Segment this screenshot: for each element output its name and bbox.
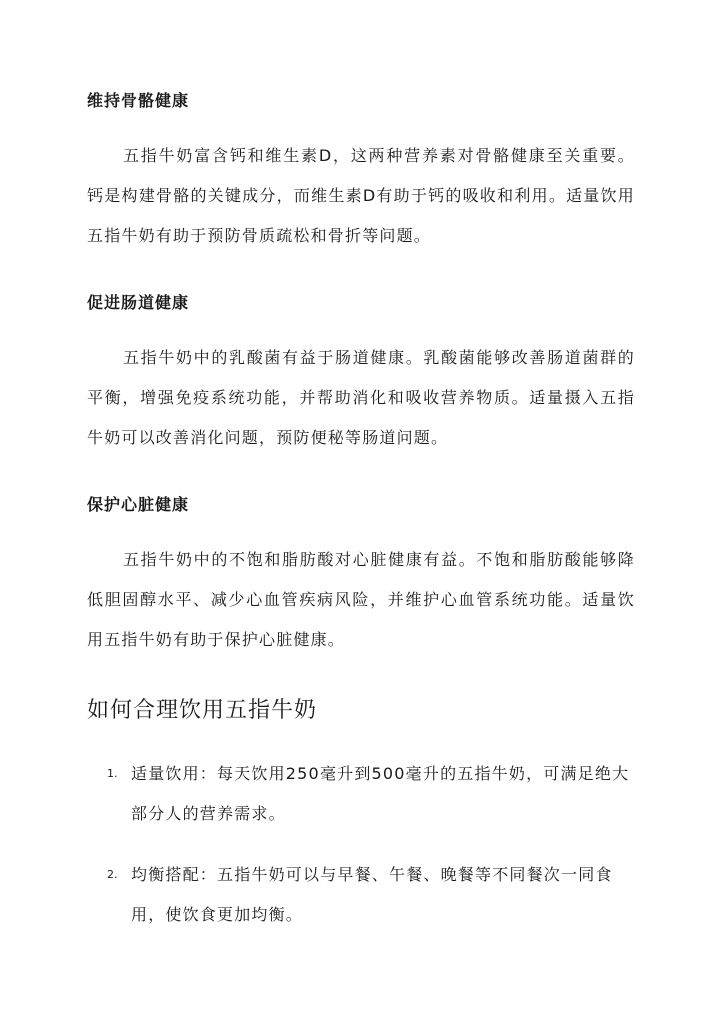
list-item: [87, 855, 635, 935]
section-heading-heart-health: 保护心脏健康: [87, 495, 190, 514]
section-paragraph-gut-health: 五指牛奶中的乳酸菌有益于肠道健康。乳酸菌能够改善肠道菌群的平衡，增强免疫系统功能，并帮助消化和吸收营养物质。适量摄入五指牛奶可以改善消化问题，预防便秘等肠道问题。: [87, 348, 635, 447]
list-item-number: 1.: [107, 767, 118, 780]
main-heading: 如何合理饮用五指牛奶: [87, 698, 318, 723]
section-heading-bone-health: 维持骨骼健康: [87, 91, 190, 110]
list-item-number: 2.: [107, 868, 118, 881]
list-item-text: 均衡搭配：五指牛奶可以与早餐、午餐、晚餐等不同餐次一同食用，使饮食更加均衡。: [131, 865, 613, 924]
section-heading-gut-health: 促进肠道健康: [87, 293, 190, 312]
list-item-text: 适量饮用：每天饮用250毫升到500毫升的五指牛奶，可满足绝大部分人的营养需求。: [131, 764, 630, 823]
list-item: [87, 754, 635, 834]
section-paragraph-heart-health: 五指牛奶中的不饱和脂肪酸对心脏健康有益。不饱和脂肪酸能够降低胆固醇水平、减少心血管疾病风险，并维护心血管系统功能。适量饮用五指牛奶有助于保护心脏健康。: [87, 550, 635, 649]
section-paragraph-bone-health: 五指牛奶富含钙和维生素D，这两种营养素对骨骼健康至关重要。钙是构建骨骼的关键成分，而维生素D有助于钙的吸收和利用。适量饮用五指牛奶有助于预防骨质疏松和骨折等问题。: [87, 146, 635, 245]
